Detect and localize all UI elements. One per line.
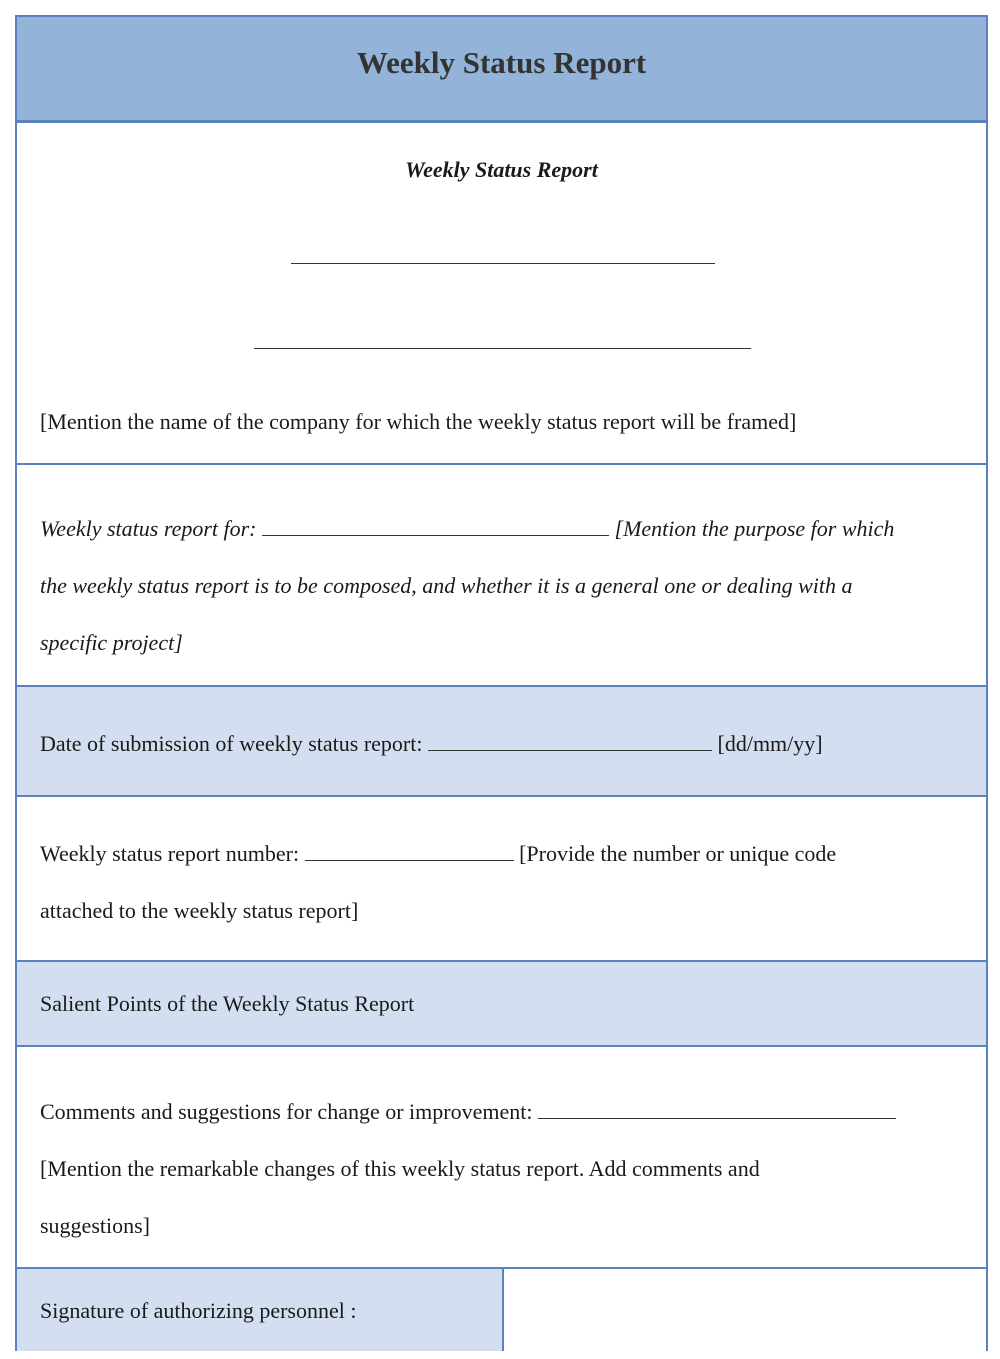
date-label: Date of submission of weekly status report: bbox=[40, 731, 423, 756]
date-input-line[interactable] bbox=[428, 749, 712, 751]
purpose-line-2: the weekly status report is to be composed, and whether it is a general one or dealing with a bbox=[40, 573, 853, 598]
date-format-hint: [dd/mm/yy] bbox=[717, 731, 823, 756]
purpose-section bbox=[17, 465, 986, 687]
comments-input-line[interactable] bbox=[538, 1117, 896, 1119]
comments-label: Comments and suggestions for change or improvement: bbox=[40, 1099, 533, 1124]
status-report-form bbox=[15, 15, 988, 1351]
company-instruction: [Mention the name of the company for which the weekly status report will be framed] bbox=[40, 409, 797, 434]
comments-line-1 bbox=[40, 1083, 896, 1140]
report-number-label: Weekly status report number: bbox=[40, 841, 300, 866]
date-line bbox=[40, 715, 823, 772]
purpose-label: Weekly status report for: bbox=[40, 516, 257, 541]
comments-line-3: suggestions] bbox=[40, 1213, 150, 1238]
page-title: Weekly Status Report bbox=[356, 45, 647, 80]
report-number-input-line[interactable] bbox=[305, 859, 514, 861]
company-section bbox=[17, 123, 986, 465]
report-number-hint: [Provide the number or unique code bbox=[519, 841, 837, 866]
purpose-hint: [Mention the purpose for which bbox=[614, 516, 895, 541]
report-subtitle: Weekly Status Report bbox=[405, 157, 598, 182]
form-header bbox=[17, 17, 986, 123]
purpose-line-3: specific project] bbox=[40, 630, 183, 655]
comments-section bbox=[17, 1047, 986, 1269]
purpose-line-1 bbox=[40, 500, 894, 557]
signature-field[interactable] bbox=[504, 1269, 986, 1351]
signature-section bbox=[17, 1269, 986, 1351]
report-number-section bbox=[17, 797, 986, 962]
salient-points-section bbox=[17, 962, 986, 1047]
salient-points-label: Salient Points of the Weekly Status Report bbox=[40, 991, 415, 1016]
date-section bbox=[17, 687, 986, 797]
company-address-line[interactable] bbox=[254, 348, 751, 349]
comments-line-2: [Mention the remarkable changes of this weekly status report. Add comments and bbox=[40, 1156, 760, 1181]
company-name-line[interactable] bbox=[291, 263, 715, 264]
report-number-line-2: attached to the weekly status report] bbox=[40, 898, 359, 923]
signature-divider bbox=[502, 1269, 504, 1351]
signature-label: Signature of authorizing personnel : bbox=[40, 1298, 357, 1323]
purpose-input-line[interactable] bbox=[262, 534, 609, 536]
report-number-line-1 bbox=[40, 825, 836, 882]
